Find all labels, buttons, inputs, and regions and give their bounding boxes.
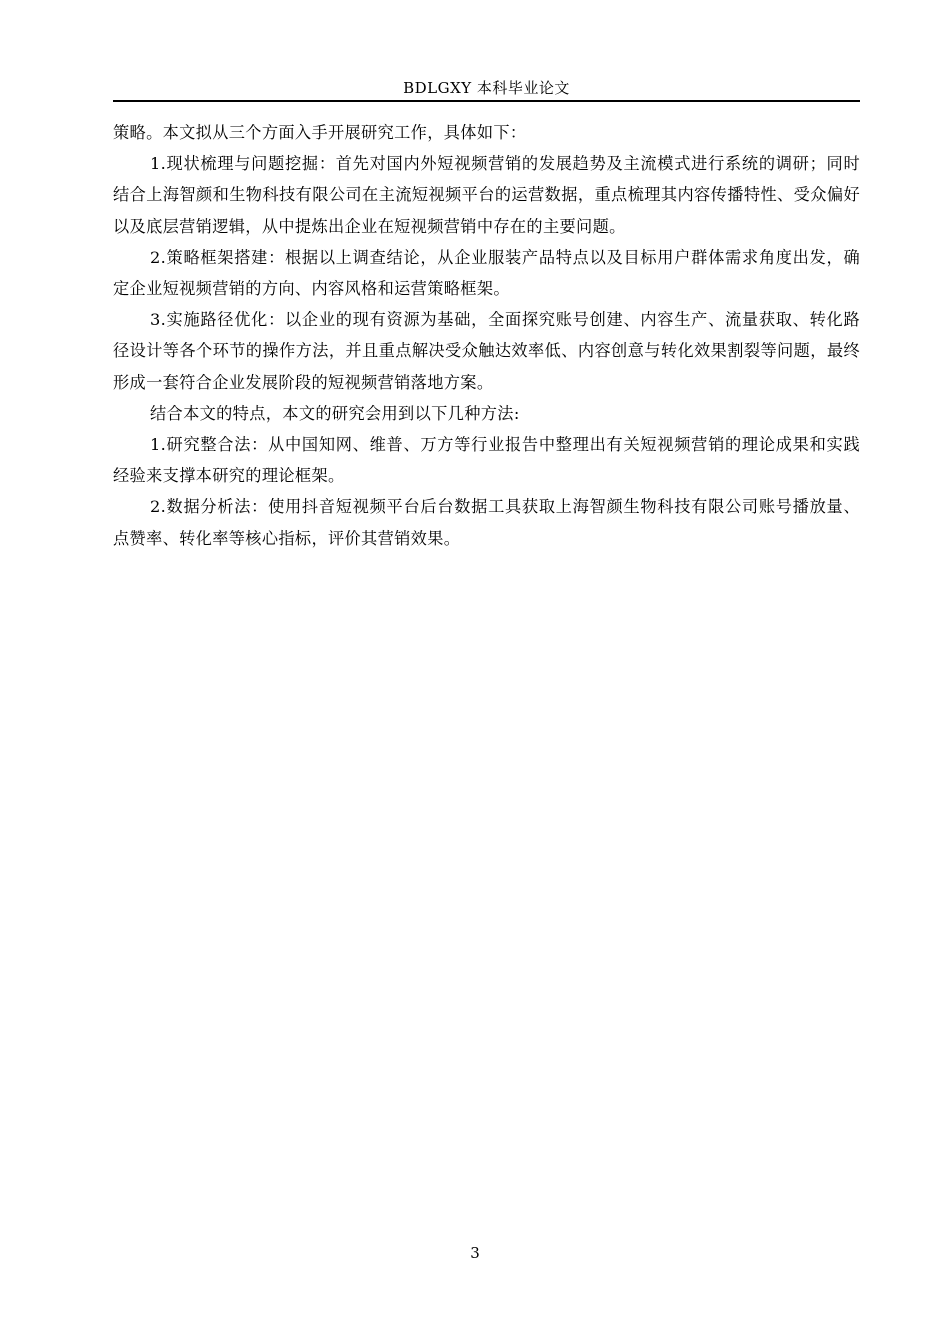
- paragraph-implementation-path: 3.实施路径优化：以企业的现有资源为基础，全面探究账号创建、内容生产、流量获取、转化路径设计等各个环节的操作方法，并且重点解决受众触达效率低、内容创意与转化效果割裂等问题，最终形成一套符合企业发展阶段的短视频营销落地方案。: [113, 310, 860, 392]
- paragraph-research-integration: 1.研究整合法：从中国知网、维普、万方等行业报告中整理出有关短视频营销的理论成果和实践经验来支撑本研究的理论框架。: [113, 435, 860, 486]
- body-text: [113, 117, 860, 554]
- paragraph-status-analysis: 1.现状梳理与问题挖掘：首先对国内外短视频营销的发展趋势及主流模式进行系统的调研；同时结合上海智颜和生物科技有限公司在主流短视频平台的运营数据，重点梳理其内容传播特性、受众偏好以及底层营销逻辑，从中提炼出企业在短视频营销中存在的主要问题。: [113, 154, 860, 236]
- page-header: BDLGXY 本科毕业论文: [403, 79, 570, 97]
- header-rule: [113, 100, 860, 102]
- paragraph-methods-intro: 结合本文的特点，本文的研究会用到以下几种方法:: [150, 403, 520, 423]
- page-number: 3: [470, 1244, 480, 1262]
- paragraph-strategy-framework: 2.策略框架搭建：根据以上调查结论，从企业服装产品特点以及目标用户群体需求角度出发，确定企业短视频营销的方向、内容风格和运营策略框架。: [113, 247, 860, 299]
- paragraph-data-analysis: 2.数据分析法：使用抖音短视频平台后台数据工具获取上海智颜生物科技有限公司账号播放量、点赞率、转化率等核心指标，评价其营销效果。: [113, 497, 860, 548]
- paragraph-continuation: 策略。本文拟从三个方面入手开展研究工作，具体如下：: [113, 123, 527, 142]
